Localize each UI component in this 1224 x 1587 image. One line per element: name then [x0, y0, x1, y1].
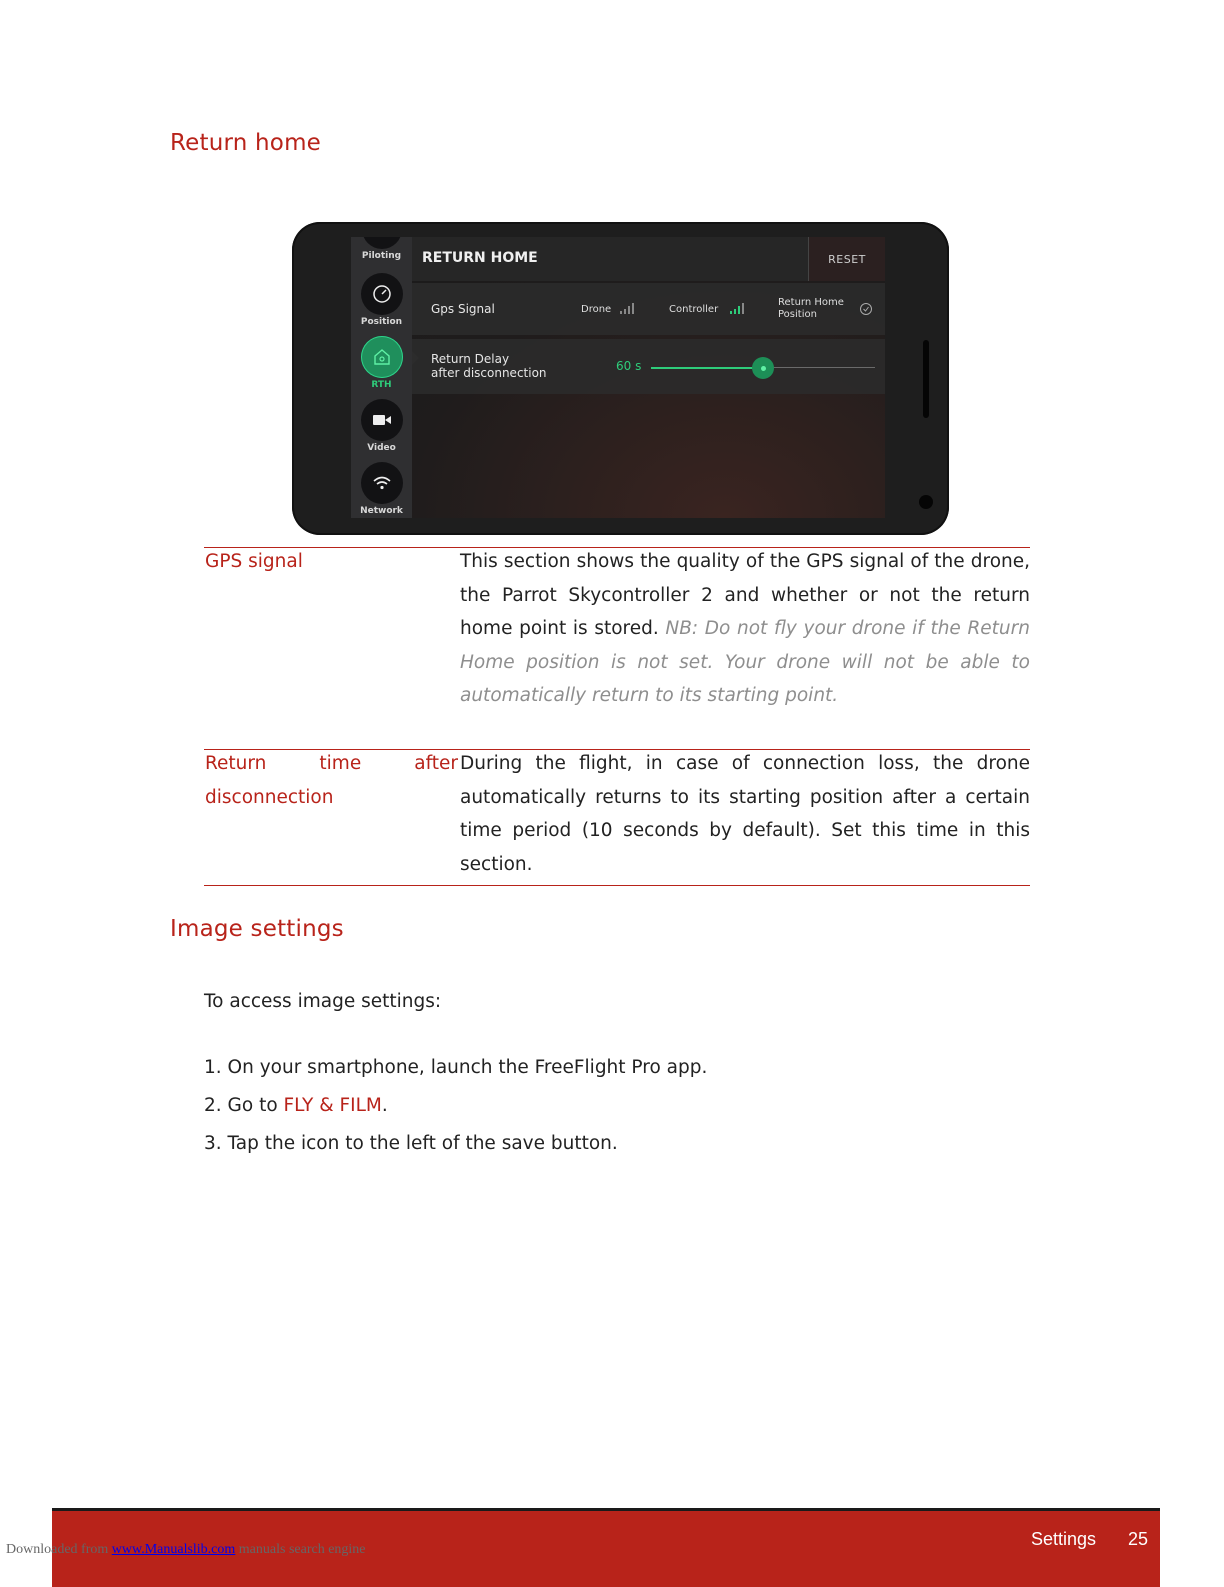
term-return-time-text: Return time after disconnection [205, 753, 458, 808]
camera-icon [361, 399, 403, 441]
drone-label: Drone [581, 304, 612, 315]
phone-camera [919, 495, 933, 509]
sidebar-label: Network [360, 506, 403, 516]
table-rule-bottom [204, 885, 1030, 886]
download-banner [6, 1542, 366, 1558]
step-2-prefix: 2. Go to [204, 1095, 284, 1116]
return-delay-label-line1: Return Delay [431, 352, 510, 366]
settings-sidebar [351, 237, 412, 518]
controller-label: Controller [669, 304, 719, 315]
panel-header [412, 237, 885, 281]
sidebar-item-rth[interactable] [351, 336, 412, 390]
home-icon [361, 336, 403, 378]
return-home-position-line2: Position [778, 309, 817, 320]
return-delay-slider-handle[interactable] [752, 357, 774, 379]
phone-screenshot [292, 222, 949, 535]
return-delay-slider-fill [651, 367, 763, 369]
return-delay-value: 60 s [616, 359, 642, 373]
check-circle-icon [859, 302, 873, 321]
image-settings-intro: To access image settings: [204, 991, 442, 1012]
step-2-highlight: FLY & FILM [283, 1095, 382, 1116]
step-2-suffix: . [381, 1095, 388, 1116]
sidebar-item-video[interactable] [351, 399, 412, 453]
sidebar-item-position[interactable] [351, 273, 412, 327]
chevron-down-icon [362, 237, 402, 249]
sidebar-label: RTH [371, 380, 392, 390]
panel-title: RETURN HOME [422, 250, 538, 266]
controller-signal-icon [730, 303, 744, 314]
download-suffix: manuals search engine [235, 1542, 366, 1557]
gps-signal-row [412, 283, 885, 335]
gauge-icon [361, 273, 403, 315]
gps-signal-label: Gps Signal [431, 302, 495, 316]
term-return-time [205, 747, 458, 814]
step-3: 3. Tap the icon to the left of the save button. [204, 1133, 618, 1154]
sidebar-label: Position [360, 317, 403, 327]
section-title-return-home: Return home [170, 130, 322, 156]
return-home-position-line1: Return Home [778, 297, 844, 308]
phone-home-bar [923, 340, 929, 418]
drone-signal-icon [620, 303, 634, 314]
download-prefix: Downloaded from [6, 1542, 112, 1557]
desc-gps-signal [460, 545, 1030, 713]
sidebar-label: Video [367, 443, 396, 453]
wifi-icon [361, 462, 403, 504]
manualslib-link[interactable]: www.Manualslib.com [111, 1542, 236, 1557]
step-2 [204, 1095, 388, 1116]
step-1: 1. On your smartphone, launch the FreeFlight Pro app. [204, 1057, 708, 1078]
desc-gps-signal-note: NB: Do not fly your drone if the Return Home position is not set. Your drone will not be able to automatically return to its starting point. [460, 618, 1030, 706]
page-number: 25 [1127, 1529, 1148, 1549]
footer-section-name: Settings [1030, 1529, 1096, 1549]
sidebar-label: Piloting [361, 251, 402, 261]
sidebar-item-piloting[interactable] [351, 237, 412, 261]
reset-button[interactable]: RESET [808, 237, 885, 281]
desc-return-time: During the flight, in case of connection loss, the drone automatically returns to its starting position after a certain time period (10 seconds by default). Set this time in this section. [460, 753, 1030, 875]
desc-gps-signal-text: This section shows the quality of the GPS signal of the drone, the Parrot Skycontroller 2 and whether or not the return home point is stored. [460, 551, 1030, 639]
app-screen [351, 237, 885, 518]
sidebar-item-network[interactable] [351, 462, 412, 516]
section-title-image-settings: Image settings [170, 916, 344, 942]
term-gps-signal: GPS signal [205, 551, 303, 572]
return-delay-label-line2: after disconnection [431, 366, 547, 380]
return-delay-row [412, 339, 885, 394]
